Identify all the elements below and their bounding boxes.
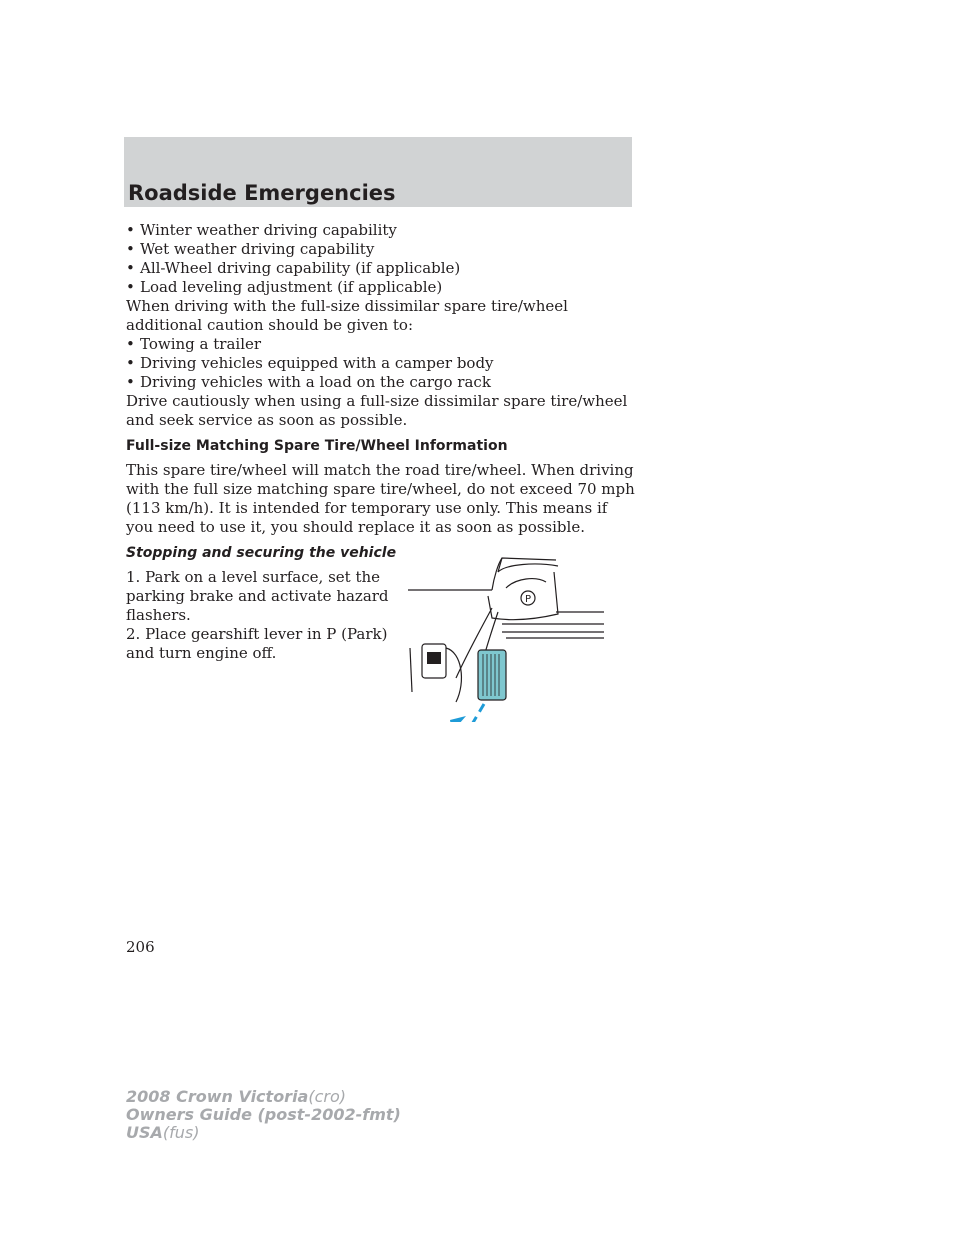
floor-lines xyxy=(502,624,604,638)
footer-title: 2008 Crown Victoria xyxy=(126,1087,309,1106)
bullet-item xyxy=(126,240,638,259)
section-heading: Full-size Matching Spare Tire/Wheel Information xyxy=(126,438,508,454)
section-header-band xyxy=(124,137,632,207)
bullet-item xyxy=(126,259,638,278)
footer-line-2 xyxy=(126,1106,401,1124)
steps-list xyxy=(126,568,391,663)
bullet-text: Driving vehicles with a load on the cargo rack xyxy=(140,373,491,391)
panel-curve xyxy=(446,648,461,702)
footer-code: (cro) xyxy=(308,1087,347,1106)
bullet-text: Wet weather driving capability xyxy=(140,240,375,258)
bullet-dot: • xyxy=(126,240,135,258)
footer-line-3 xyxy=(126,1124,401,1142)
bullet-text: Winter weather driving capability xyxy=(140,221,397,239)
bullet-dot: • xyxy=(126,373,135,391)
panel-edge xyxy=(410,648,412,692)
push-direction-arrowhead xyxy=(450,716,466,722)
bullet-item xyxy=(126,335,638,354)
pedal-box xyxy=(427,652,441,664)
brake-pedal-pad xyxy=(478,650,506,700)
bullet-dot: • xyxy=(126,259,135,277)
footer-title: USA xyxy=(126,1123,163,1142)
section-body-paragraph: This spare tire/wheel will match the road tire/wheel. When driving with the full size matching spare tire/wheel, do not exceed 70 mph (113 km/h). It is intended for temporary use only. This means if you need to use it, you should replace it as soon as possible. xyxy=(126,461,635,536)
footer-line-1 xyxy=(126,1088,401,1106)
page-content xyxy=(126,221,638,663)
bullet-text: All-Wheel driving capability (if applicable) xyxy=(140,259,461,277)
bullet-item xyxy=(126,354,638,373)
bullet-item xyxy=(126,373,638,392)
drive-caution-paragraph: Drive cautiously when using a full-size dissimilar spare tire/wheel and seek service as soon as possible. xyxy=(126,392,628,429)
step-item: 2. Place gearshift lever in P (Park) and turn engine off. xyxy=(126,625,388,662)
steps-block xyxy=(126,568,638,663)
bullet-dot: • xyxy=(126,335,135,353)
bullet-text: Towing a trailer xyxy=(140,335,262,353)
brake-pedal-illustration xyxy=(406,552,606,722)
section-title: Roadside Emergencies xyxy=(128,181,396,205)
brake-pedal xyxy=(478,650,506,700)
footer-code: (fus) xyxy=(162,1123,200,1142)
bullet-item xyxy=(126,221,638,240)
bullet-dot: • xyxy=(126,221,135,239)
bullet-dot: • xyxy=(126,354,135,372)
column-top xyxy=(498,564,558,572)
step-item: 1. Park on a level surface, set the parking brake and activate hazard flashers. xyxy=(126,568,389,624)
document-footer xyxy=(126,1088,401,1142)
bullet-text: Load leveling adjustment (if applicable) xyxy=(140,278,443,296)
dash-edge xyxy=(492,558,556,590)
bullet-item xyxy=(126,278,638,297)
column-arc xyxy=(506,579,546,588)
caution-intro-paragraph: When driving with the full-size dissimilar spare tire/wheel additional caution should be given to: xyxy=(126,297,568,334)
bullet-text: Driving vehicles equipped with a camper body xyxy=(140,354,494,372)
gear-label: P xyxy=(524,594,532,605)
footer-title: Owners Guide (post-2002-fmt) xyxy=(126,1105,401,1124)
subsection-heading: Stopping and securing the vehicle xyxy=(126,545,397,561)
page-number: 206 xyxy=(126,938,155,956)
bullet-dot: • xyxy=(126,278,135,296)
